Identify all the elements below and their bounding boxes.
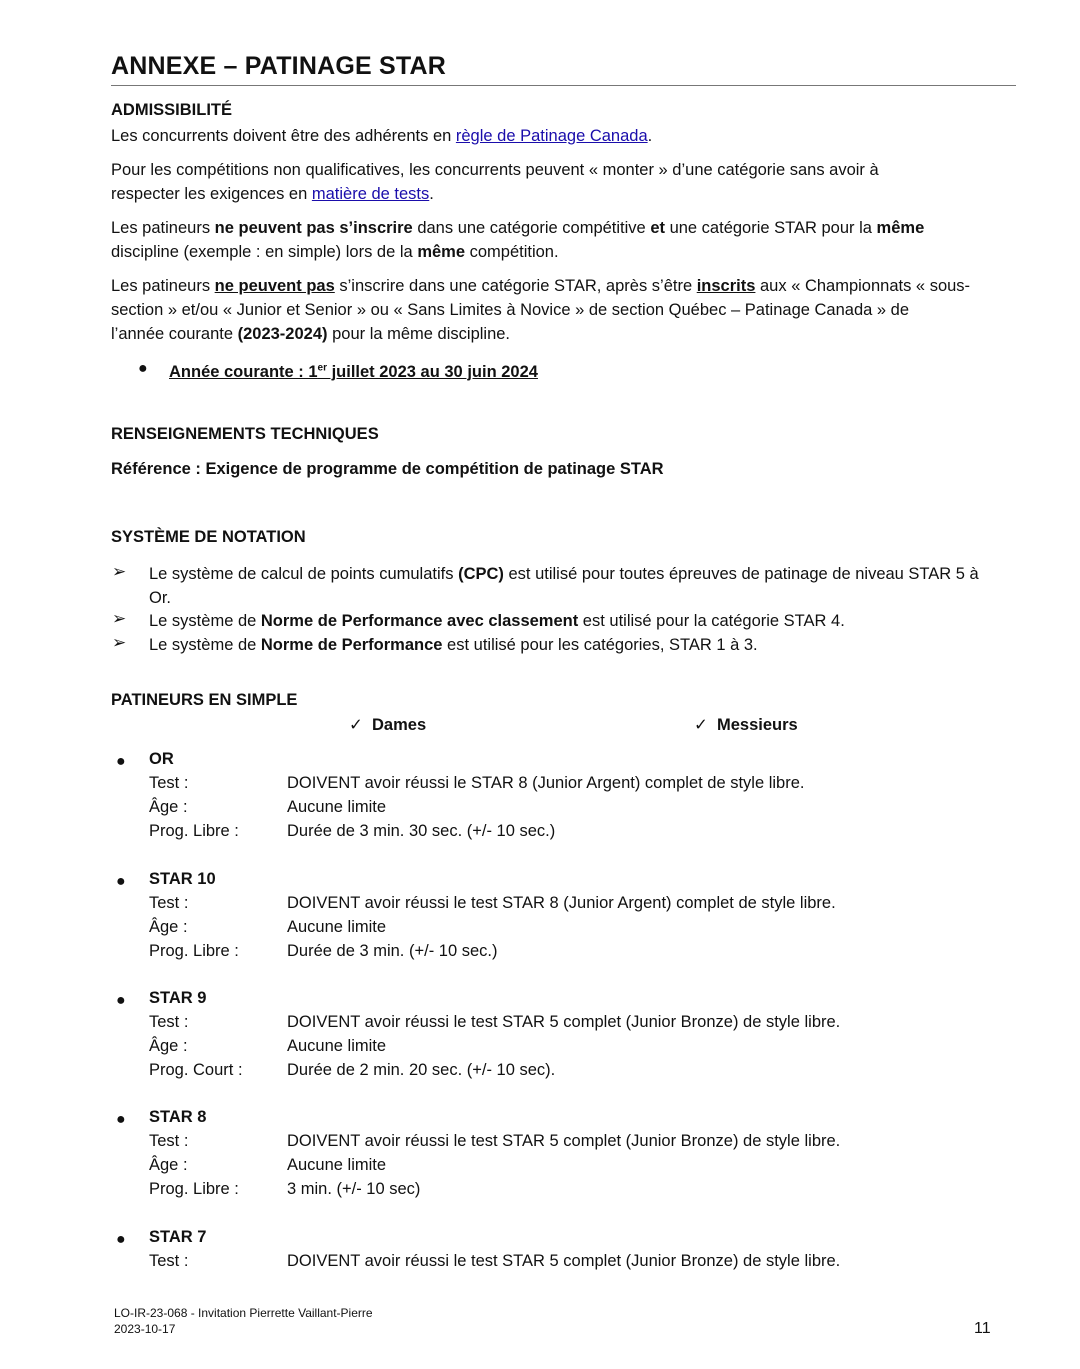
- checkmark-icon: ✓: [349, 716, 363, 734]
- superscript: er: [317, 362, 327, 373]
- text-span: .: [429, 185, 434, 203]
- annee-courante-bullet: [169, 356, 769, 384]
- category-name: OR: [149, 750, 174, 768]
- simple-heading: PATINEURS EN SIMPLE: [111, 691, 298, 709]
- row-label: Prog. Court :: [149, 1061, 243, 1079]
- text-span: dans une catégorie compétitive: [412, 219, 651, 237]
- row-label: Âge :: [149, 798, 188, 816]
- text-span: .: [647, 127, 653, 145]
- text-span: section » et/ou « Junior et Senior » ou « Sans Limites à Novice » de section Québec – Patinage Canada » de: [111, 301, 910, 319]
- row-value: DOIVENT avoir réussi le STAR 8 (Junior Argent) complet de style libre.: [287, 774, 805, 792]
- text-span: Les patineurs: [111, 277, 215, 295]
- bold-text: même: [876, 219, 925, 237]
- notation-item-3: [149, 633, 1049, 657]
- category-name: STAR 8: [149, 1108, 207, 1126]
- row-label: Test :: [149, 1252, 189, 1270]
- row-label: Prog. Libre :: [149, 942, 239, 960]
- admissibilite-heading: ADMISSIBILITÉ: [111, 101, 233, 119]
- bold-underlined-text: ne peuvent pas: [214, 277, 335, 295]
- text-span: respecter les exigences en: [111, 185, 312, 203]
- row-value: DOIVENT avoir réussi le test STAR 5 complet (Junior Bronze) de style libre.: [287, 1132, 841, 1150]
- bold-text: (2023-2024): [237, 325, 328, 343]
- text-span: s’inscrire dans une catégorie STAR, après s’être: [334, 277, 697, 295]
- text-span: discipline (exemple : en simple) lors de la: [111, 243, 418, 261]
- page-number: 11: [974, 1320, 991, 1337]
- row-label: Test :: [149, 894, 189, 912]
- row-value: Aucune limite: [287, 1037, 387, 1055]
- bullet-dot-icon: ●: [116, 753, 126, 770]
- row-value: DOIVENT avoir réussi le test STAR 5 complet (Junior Bronze) de style libre.: [287, 1252, 841, 1270]
- text-span: Or.: [149, 589, 172, 607]
- text-span: Les concurrents doivent être des adhérents en: [111, 127, 456, 145]
- bullet-dot-icon: ●: [138, 360, 148, 377]
- arrow-bullet-icon: ➢: [112, 562, 127, 581]
- text-span: Pour les compétitions non qualificatives, les concurrents peuvent « monter » d’une catégorie sans avoir à: [111, 161, 879, 179]
- text-span: Le système de calcul de points cumulatifs: [149, 565, 459, 583]
- text-span: juillet 2023 au 30 juin 2024: [327, 362, 538, 381]
- dames-label: Dames: [372, 716, 427, 734]
- checkmark-icon: ✓: [694, 716, 708, 734]
- row-label: Test :: [149, 1013, 189, 1031]
- admissibilite-paragraph-4: [111, 274, 1031, 346]
- text-span: est utilisé pour la catégorie STAR 4.: [578, 612, 845, 630]
- category-name: STAR 7: [149, 1228, 207, 1246]
- bold-text: Norme de Performance avec classement: [260, 612, 579, 630]
- text-span: compétition.: [465, 243, 559, 261]
- row-value: DOIVENT avoir réussi le test STAR 5 complet (Junior Bronze) de style libre.: [287, 1013, 841, 1031]
- text-span: Année courante : 1: [169, 362, 318, 381]
- text-span: Le système de: [149, 612, 261, 630]
- text-span: est utilisé pour toutes épreuves de patinage de niveau STAR 5 à: [503, 565, 979, 583]
- admissibilite-paragraph-3: [111, 216, 1031, 264]
- messieurs-label: Messieurs: [717, 716, 798, 734]
- arrow-bullet-icon: ➢: [112, 609, 127, 628]
- bold-underlined-text: inscrits: [696, 277, 756, 295]
- bullet-dot-icon: ●: [116, 1231, 126, 1248]
- dames-check: [349, 715, 426, 735]
- text-span: une catégorie STAR pour la: [664, 219, 877, 237]
- text-span: l’année courante: [111, 325, 238, 343]
- footer-document-id: LO-IR-23-068 - Invitation Pierrette Vaillant-Pierre: [114, 1306, 373, 1320]
- row-label: Âge :: [149, 1037, 188, 1055]
- arrow-bullet-icon: ➢: [112, 633, 127, 652]
- footer-date: 2023-10-17: [114, 1322, 176, 1336]
- row-label: Test :: [149, 1132, 189, 1150]
- row-value: 3 min. (+/- 10 sec): [287, 1180, 421, 1198]
- row-label: Prog. Libre :: [149, 1180, 239, 1198]
- bullet-dot-icon: ●: [116, 1111, 126, 1128]
- category-name: STAR 10: [149, 870, 216, 888]
- row-value: Aucune limite: [287, 1156, 387, 1174]
- bold-text: et: [650, 219, 665, 237]
- row-label: Test :: [149, 774, 189, 792]
- row-label: Âge :: [149, 918, 188, 936]
- messieurs-check: [694, 715, 798, 735]
- category-name: STAR 9: [149, 989, 207, 1007]
- admissibilite-paragraph-1: [111, 124, 1031, 148]
- matiere-de-tests-link[interactable]: matière de tests: [311, 185, 430, 203]
- notation-item-1: [149, 562, 1049, 610]
- bold-text: ne peuvent pas s’inscrire: [214, 219, 413, 237]
- row-value: Aucune limite: [287, 798, 387, 816]
- row-label: Âge :: [149, 1156, 188, 1174]
- notation-heading: SYSTÈME DE NOTATION: [111, 528, 306, 546]
- row-value: DOIVENT avoir réussi le test STAR 8 (Junior Argent) complet de style libre.: [287, 894, 836, 912]
- text-span: aux « Championnats « sous-: [755, 277, 971, 295]
- notation-item-2: [149, 609, 1049, 633]
- bullet-dot-icon: ●: [116, 873, 126, 890]
- reference-line: Référence : Exigence de programme de compétition de patinage STAR: [111, 460, 664, 478]
- row-value: Durée de 3 min. 30 sec. (+/- 10 sec.): [287, 822, 556, 840]
- row-label: Prog. Libre :: [149, 822, 239, 840]
- text-span: est utilisé pour les catégories, STAR 1 à 3.: [442, 636, 758, 654]
- page-title: ANNEXE – PATINAGE STAR: [111, 52, 1016, 86]
- text-span: pour la même discipline.: [327, 325, 511, 343]
- bullet-dot-icon: ●: [116, 992, 126, 1009]
- row-value: Durée de 2 min. 20 sec. (+/- 10 sec).: [287, 1061, 556, 1079]
- technique-heading: RENSEIGNEMENTS TECHNIQUES: [111, 425, 379, 443]
- bold-text: Norme de Performance: [260, 636, 443, 654]
- admissibilite-paragraph-2: [111, 158, 1031, 206]
- text-span: Le système de: [149, 636, 261, 654]
- text-span: Les patineurs: [111, 219, 215, 237]
- bold-text: (CPC): [458, 565, 504, 583]
- bold-text: même: [417, 243, 466, 261]
- row-value: Durée de 3 min. (+/- 10 sec.): [287, 942, 498, 960]
- row-value: Aucune limite: [287, 918, 387, 936]
- annee-courante-text: [169, 363, 538, 381]
- regle-patinage-canada-link[interactable]: règle de Patinage Canada: [455, 127, 648, 145]
